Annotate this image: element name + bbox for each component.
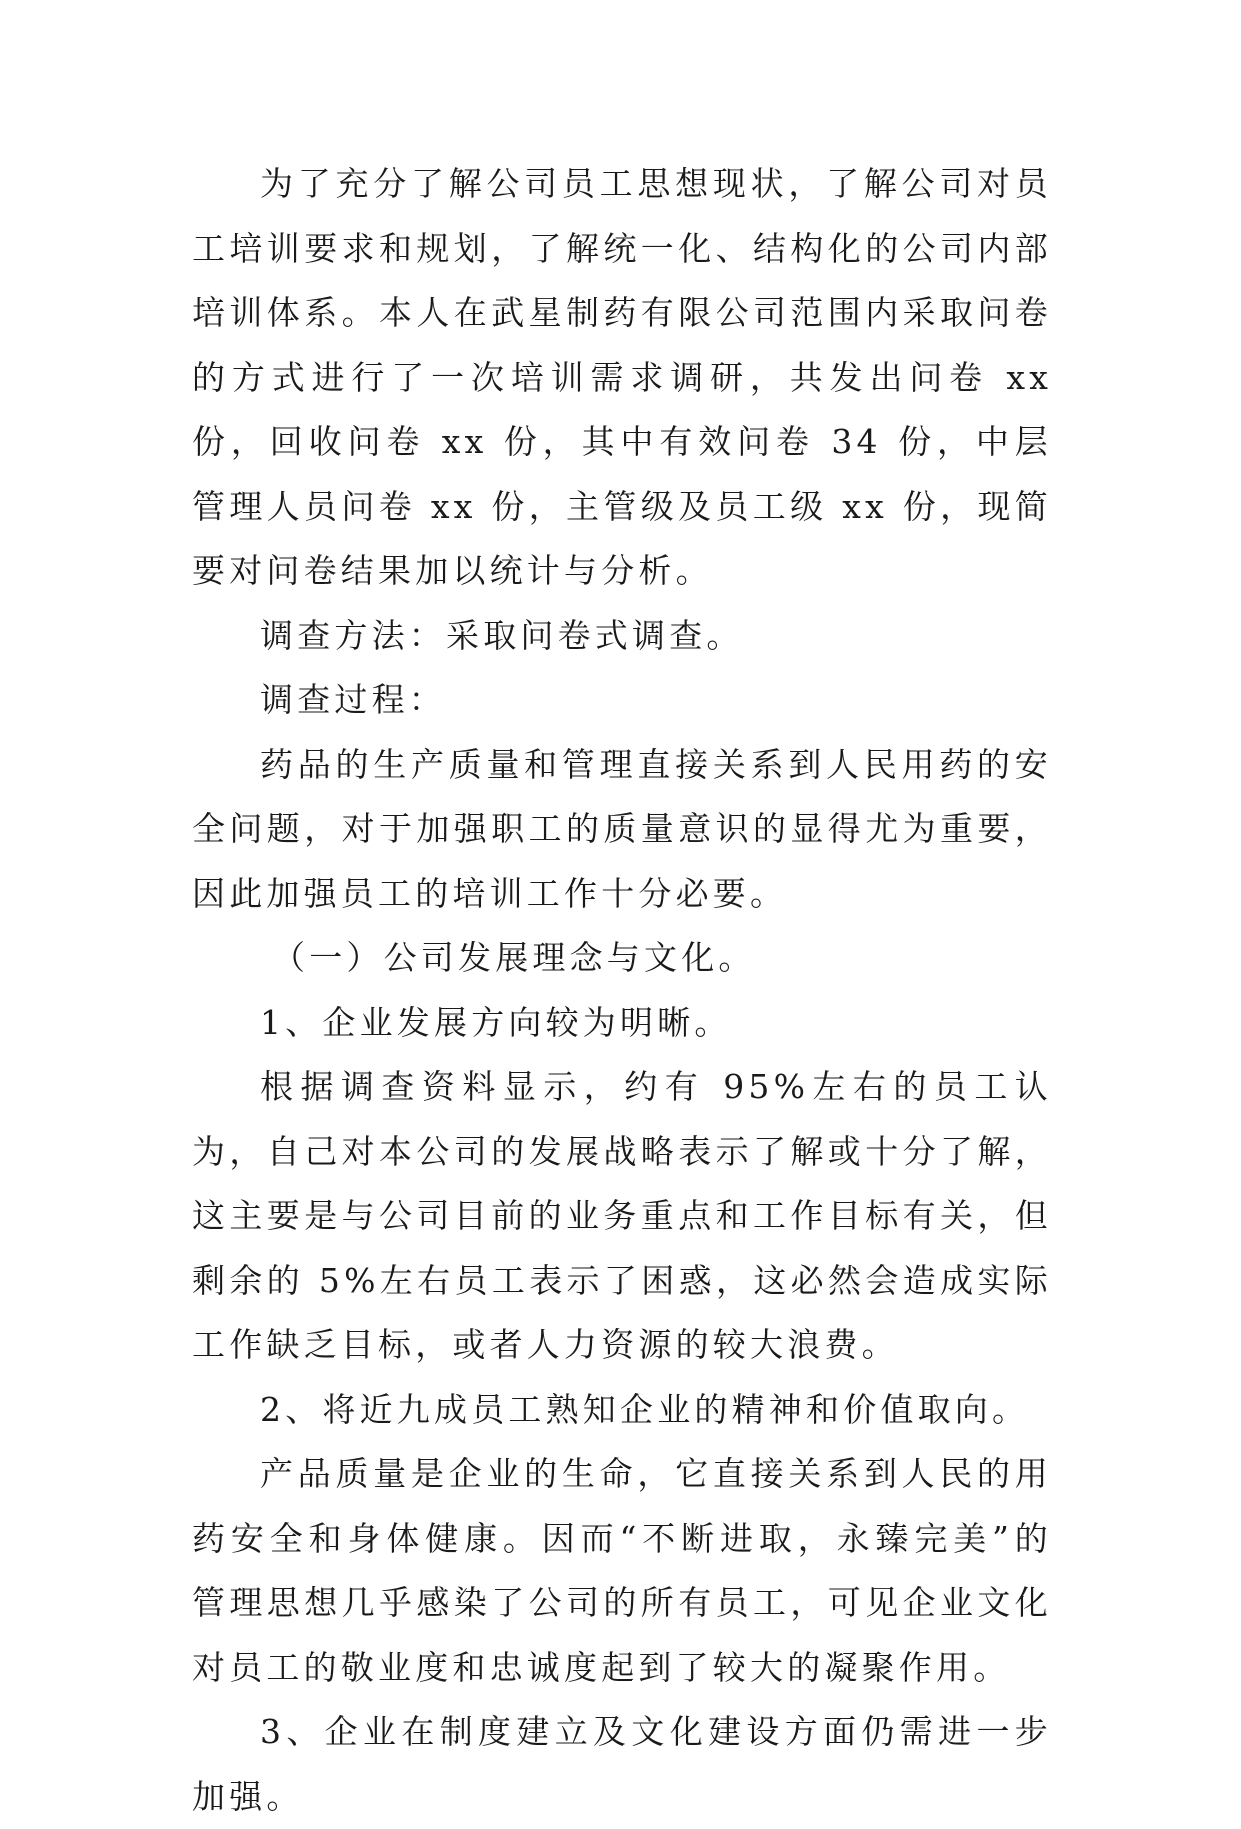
intro-paragraph: 为了充分了解公司员工思想现状，了解公司对员工培训要求和规划，了解统一化、结构化的公司内部培训体系。本人在武星制药有限公司范围内采取问卷的方式进行了一次培训需求调研，共发出问卷 xx 份，回收问卷 xx 份，其中有效问卷 34 份，中层管理人员问卷 xx 份，主管级及员工级 xx 份，现简要对问卷结果加以统计与分析。 <box>192 164 1052 590</box>
survey-method-paragraph: 调查方法：采取问卷式调查。 <box>260 615 744 655</box>
point-2-paragraph: 产品质量是企业的生命，它直接关系到人民的用药安全和身体健康。因而“不断进取，永臻完美”的管理思想几乎感染了公司的所有员工，可见企业文化对员工的敬业度和忠诚度起到了较大的凝聚作用。 <box>192 1454 1052 1687</box>
point-3-heading: 3、企业在制度建立及文化建设方面仍需进一步加强。 <box>192 1712 1052 1816</box>
point-1-heading: 1、企业发展方向较为明晰。 <box>260 1002 732 1042</box>
document-body <box>192 152 1052 1829</box>
point-2-heading: 2、将近九成员工熟知企业的精神和价值取向。 <box>260 1389 1030 1429</box>
drug-quality-paragraph: 药品的生产质量和管理直接关系到人民用药的安全问题，对于加强职工的质量意识的显得尤为重要，因此加强员工的培训工作十分必要。 <box>192 744 1052 913</box>
section-heading-1: （一）公司发展理念与文化。 <box>272 938 756 977</box>
survey-process-heading: 调查过程： <box>260 680 446 719</box>
point-1-paragraph: 根据调查资料显示，约有 95%左右的员工认为，自己对本公司的发展战略表示了解或十分了解，这主要是与公司目前的业务重点和工作目标有关，但剩余的 5%左右员工表示了困惑，这必然会造成实际工作缺乏目标，或者人力资源的较大浪费。 <box>192 1067 1052 1364</box>
